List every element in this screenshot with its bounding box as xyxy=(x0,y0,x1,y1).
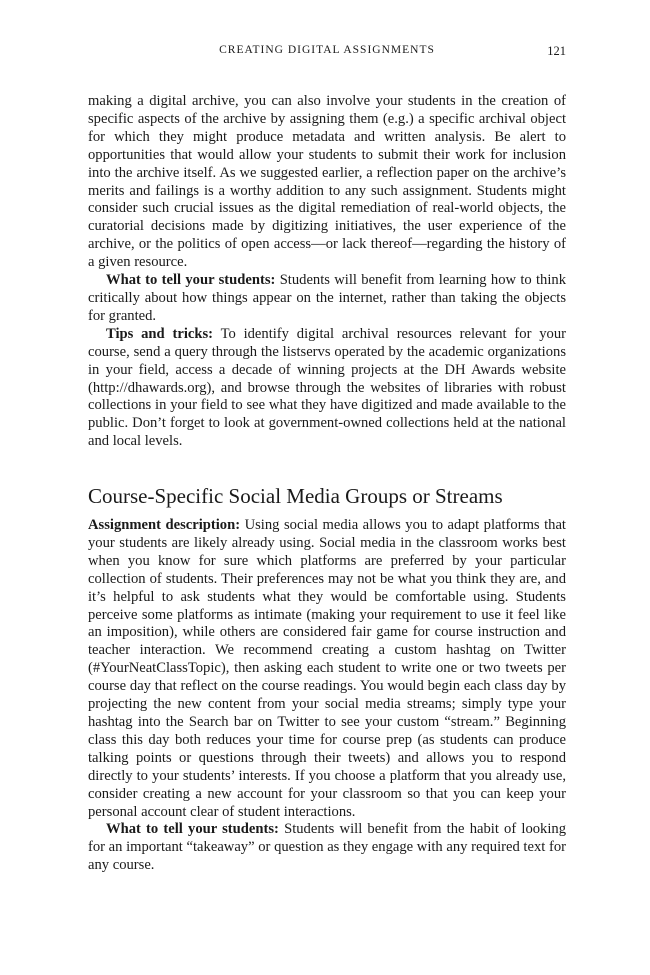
running-title: CREATING DIGITAL ASSIGNMENTS xyxy=(219,44,435,56)
paragraph-tell-students xyxy=(88,821,566,875)
run-in-heading: What to tell your students: xyxy=(106,821,279,838)
run-in-heading: What to tell your students: xyxy=(106,272,276,289)
run-in-heading: Assignment description: xyxy=(88,517,241,533)
paragraph-text: Using social media allows you to adapt platforms that your students are likely already using. Social media in the classroom works best when you know for sure which platforms are preferred by your particular collection of students. Their preferences may not be what you think they are, and it’s helpful to ask students what they would be comfortable using. Students perceive some platforms as intimate (making your requirement to use it feel like an imposition), while others are considered fair game for course instruction and teacher interaction. We recommend creating a custom hashtag on Twitter (#YourNeatClassTopic), then asking each student to write one or two tweets per course day that reflect on the course readings. You would begin each class day by projecting the new content from your social media streams; simply type your hashtag into the Search bar on Twitter to see your custom “stream.” Beginning class this day both reduces your time for course prep (as students can produce talking points or questions through their tweets) and allows you to respond directly to your students’ interests. If you choose a platform that you already use, consider creating a new account for your classroom so that you can keep your personal account clear of student interactions. xyxy=(88,517,566,820)
paragraph-text: Students will benefit from the habit of looking for an important “takeaway” or question as they engage with any required text for any course. xyxy=(88,821,566,874)
paragraph: making a digital archive, you can also involve your students in the creation of specific aspects of the archive by assigning them (e.g.) a specific archival object for which they might produce metadata and written analysis. Be alert to opportunities that would allow your students to submit their work for inclusion into the archive itself. As we suggested earlier, a reflection paper on the archive’s merits and failings is a worthy addition to any such assignment. Students might consider such crucial issues as the digital remediation of real-world objects, the curatorial decisions made by digitizing initiatives, the user experience of the archive, or the politics of open access—or lack thereof—regarding the history of a given resource. xyxy=(88,93,566,271)
paragraph-description xyxy=(88,517,566,821)
run-in-heading: Tips and tricks: xyxy=(106,325,214,342)
running-head xyxy=(88,44,566,60)
section-continuation xyxy=(88,93,566,451)
section-body xyxy=(88,517,566,875)
paragraph-text: Students will benefit from learning how to think critically about how things appear on the internet, rather than taking the objects for granted. xyxy=(88,272,566,324)
paragraph-text: To identify digital archival resources relevant for your course, send a query through the listservs operated by the academic organizations in your field, access a decade of winning projects at the DH Awards website (http://dhawards.org), and browse through the websites of libraries with robust collections in your field to see what they have digitized and made available to the public. Don’t forget to look at government-owned collections held at the national and local levels. xyxy=(88,325,566,450)
paragraph-tell-students xyxy=(88,272,566,326)
section-heading: Course-Specific Social Media Groups or Streams xyxy=(88,484,503,508)
page-number: 121 xyxy=(547,44,566,58)
paragraph-tips xyxy=(88,326,566,451)
